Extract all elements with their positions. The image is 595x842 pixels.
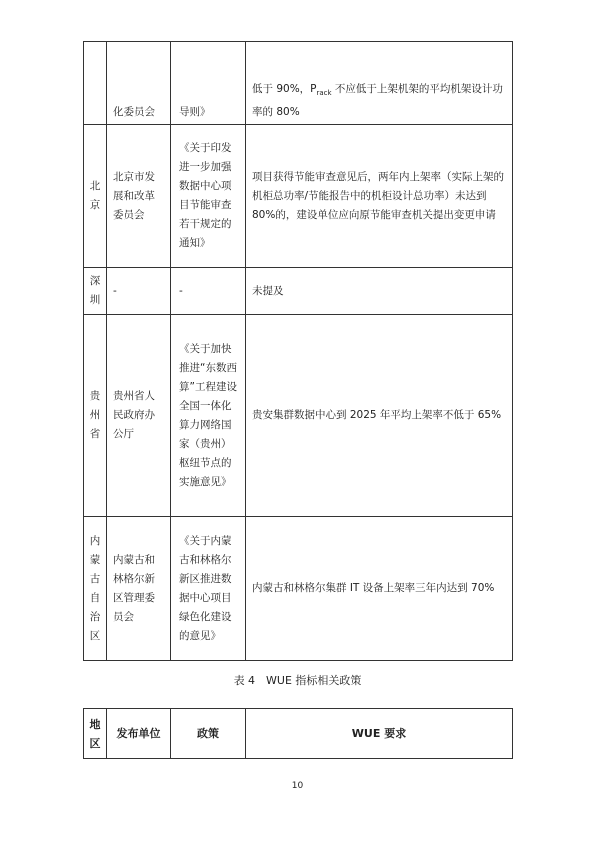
issuer-cell: 北京市发展和改革委员会 — [107, 125, 171, 268]
issuer-cell: 化委员会 — [107, 42, 171, 125]
requirement-cell: 低于 90%，$P_{rack}$ 不应低于上架机架的平均机架设计功率的 80% — [246, 42, 513, 125]
header-policy: 政策 — [171, 709, 246, 759]
table-row — [84, 42, 513, 125]
region-cell: 内蒙古自治区 — [84, 517, 107, 661]
policy-cell: 《关于内蒙古和林格尔新区推进数据中心项目绿色化建设的意见》 — [171, 517, 246, 661]
table-3-continued — [83, 41, 513, 661]
issuer-cell: - — [107, 268, 171, 315]
requirement-cell: 贵安集群数据中心到 2025 年平均上架率不低于 65% — [246, 315, 513, 517]
requirement-cell: 内蒙古和林格尔集群 IT 设备上架率三年内达到 70% — [246, 517, 513, 661]
requirement-cell: 项目获得节能审查意见后，两年内上架率（实际上架的机柜总功率/节能报告中的机柜设计总功率）未达到 80%的，建设单位应向原节能审查机关提出变更申请 — [246, 125, 513, 268]
table-row — [84, 517, 513, 661]
policy-cell: 导则》 — [171, 42, 246, 125]
region-cell: 北京 — [84, 125, 107, 268]
table-row — [84, 125, 513, 268]
header-region: 地区 — [84, 709, 107, 759]
policy-cell: 《关于加快推进“东数西算”工程建设全国一体化算力网络国家（贵州）枢纽节点的实施意见》 — [171, 315, 246, 517]
page-number: 10 — [291, 781, 304, 791]
header-requirement: WUE 要求 — [246, 709, 513, 759]
region-cell: 深圳 — [84, 268, 107, 315]
table-4-caption: 表 4 WUE 指标相关政策 — [233, 674, 362, 687]
issuer-cell: 内蒙古和林格尔新区管理委员会 — [107, 517, 171, 661]
policy-cell: 《关于印发进一步加强数据中心项目节能审查若干规定的通知》 — [171, 125, 246, 268]
table-header-row — [84, 709, 513, 759]
requirement-cell: 未提及 — [246, 268, 513, 315]
header-issuer: 发布单位 — [107, 709, 171, 759]
issuer-cell: 贵州省人民政府办公厅 — [107, 315, 171, 517]
policy-cell: - — [171, 268, 246, 315]
table-row — [84, 268, 513, 315]
region-cell: 贵州省 — [84, 315, 107, 517]
table-row — [84, 315, 513, 517]
region-cell — [84, 42, 107, 125]
table-4-wue-policies — [83, 708, 513, 759]
